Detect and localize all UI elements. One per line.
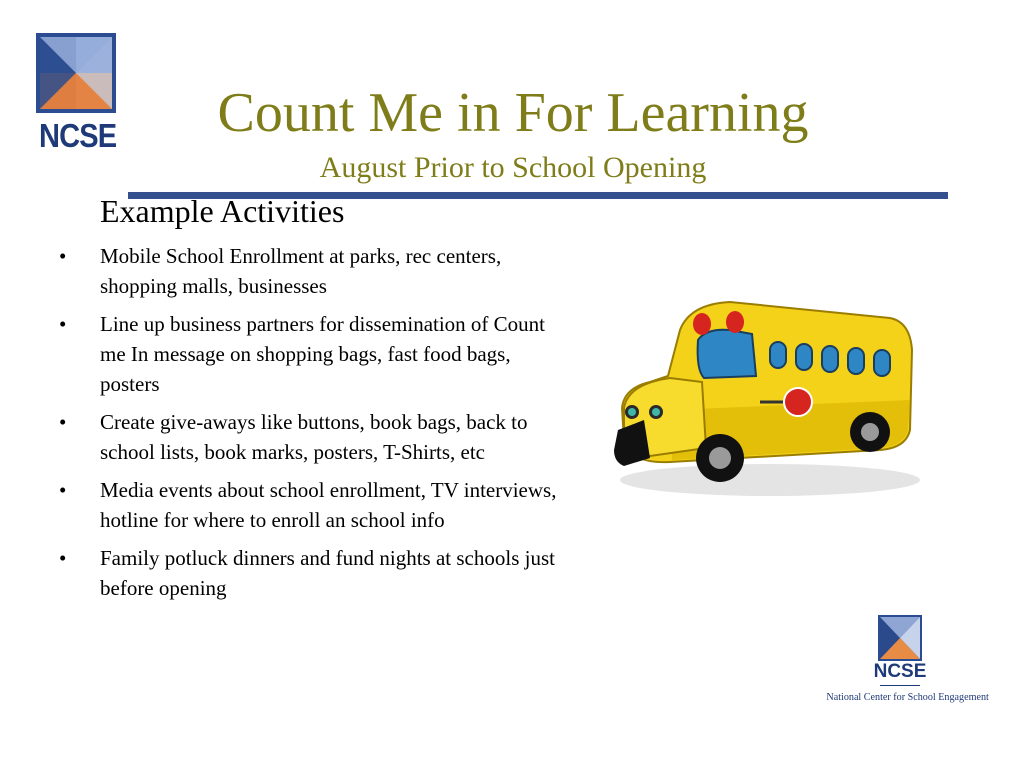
ncse-footer-fullname: National Center for School Engagement [826,691,989,703]
bullet-icon: • [59,478,67,502]
list-item-text: Mobile School Enrollment at parks, rec centers, shopping malls, businesses [100,244,502,298]
list-item-text: Family potluck dinners and fund nights at schools just before opening [100,546,555,600]
list-item [55,241,565,301]
list-item-text: Media events about school enrollment, TV interviews, hotline for where to enroll an school info [100,478,557,532]
list-item-text: Line up business partners for dissemination of Count me In message on shopping bags, fast food bags, posters [100,312,546,396]
ncse-footer-logo-mark-icon [878,615,922,661]
list-item [55,543,565,603]
school-bus-icon [610,290,922,502]
ncse-footer-abbr: NCSE [873,661,927,682]
list-item [55,309,565,399]
slide-subtitle: August Prior to School Opening [319,151,707,184]
list-item [55,475,565,535]
ncse-logo-mark-icon [36,33,116,113]
ncse-logo [34,33,118,155]
footer-logo-rule [880,685,920,686]
list-item-text: Create give-aways like buttons, book bags, back to school lists, book marks, posters, T-Shirts, etc [100,410,528,464]
bullet-icon: • [59,312,67,336]
activity-list [55,241,565,611]
ncse-footer-logo [820,613,989,713]
bullet-icon: • [59,546,67,570]
slide-title: Count Me in For Learning [217,82,809,144]
bullet-icon: • [59,244,67,268]
bullet-icon: • [59,410,67,434]
ncse-logo-text: NCSE [39,117,117,154]
section-heading: Example Activities [100,193,345,229]
list-item [55,407,565,467]
